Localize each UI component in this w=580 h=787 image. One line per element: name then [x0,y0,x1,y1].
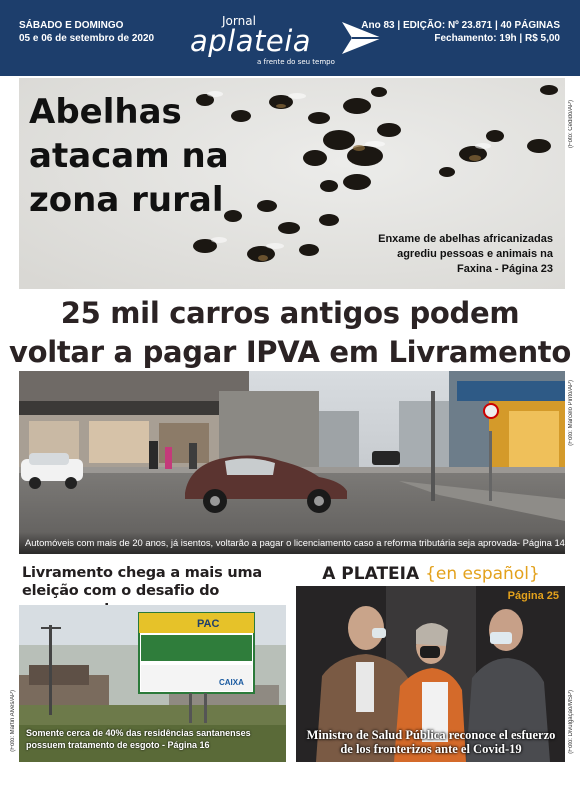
bees-headline [29,90,229,222]
date-label: 05 e 06 de setembro de 2020 [19,33,155,44]
logo-name: aplateia [190,24,312,58]
bees-photo-credit: (Foto: Cedido/AP) [568,100,574,149]
sign-pac-text: PAC [197,618,220,630]
bees-caption-line: agrediu pessoas e animais na [397,248,553,260]
price-info: Fechamento: 19h | R$ 5,00 [434,33,560,44]
spanish-section-name: A PLATEIA [322,564,420,584]
newspaper-logo[interactable] [190,14,390,72]
bees-headline-line: zona rural [29,180,224,220]
edition-info: Ano 83 | EDIÇÃO: Nº 23.871 | 40 PÁGINAS [361,20,560,31]
logo-small-text: Jornal [222,14,256,28]
masthead [0,0,580,76]
bees-headline-line: atacam na [29,136,229,176]
spanish-photo-credit: (Foto: Divulgação/MSP) [568,690,574,754]
bees-headline-line: Abelhas [29,92,182,132]
masthead-edition [361,19,560,45]
sanitation-caption: Somente cerca de 40% das residências santanenses possuem tratamento de esgoto - Página 16 [26,728,251,750]
cars-photo-credit: (Foto: Marcelo Pinto/AP) [568,380,574,446]
logo-tagline: a frente do seu tempo [257,58,335,66]
spanish-section-tag: {en español} [425,564,540,584]
cars-caption: Automóveis com mais de 20 anos, já isentos, voltarão a pagar o licenciamento caso a reforma tributária seja aprovada- Página 14 [19,532,565,554]
spanish-section-header[interactable] [296,563,566,585]
sanitation-story-photo[interactable] [19,605,286,762]
main-headline[interactable] [0,294,580,372]
sanitation-photo-credit: (Foto: Martin Alves/AP) [10,690,16,752]
sign-caixa-text: CAIXA [219,678,244,687]
spanish-caption: Ministro de Salud Pública reconoce el esfuerzo de los fronterizos ante el Covid-19 [306,728,556,756]
cars-story-photo[interactable] [19,371,565,554]
sanitation-headline-line: Livramento chega a mais uma [22,565,262,581]
masthead-date [19,19,154,45]
bees-caption [373,232,553,277]
main-headline-line: 25 mil carros antigos podem [60,296,520,330]
sanitation-headline-line: eleição com o desafio do [22,583,220,599]
spanish-story-photo[interactable] [296,586,565,762]
bees-caption-line: Faxina - Página 23 [457,263,553,275]
spanish-page-ref: Página 25 [507,590,559,602]
date-day-label: SÁBADO E DOMINGO [19,20,124,31]
main-headline-line: voltar a pagar IPVA em Livramento [9,335,571,369]
bees-caption-line: Enxame de abelhas africanizadas [378,233,553,245]
street-photo [19,371,565,554]
bees-story[interactable] [19,78,565,289]
